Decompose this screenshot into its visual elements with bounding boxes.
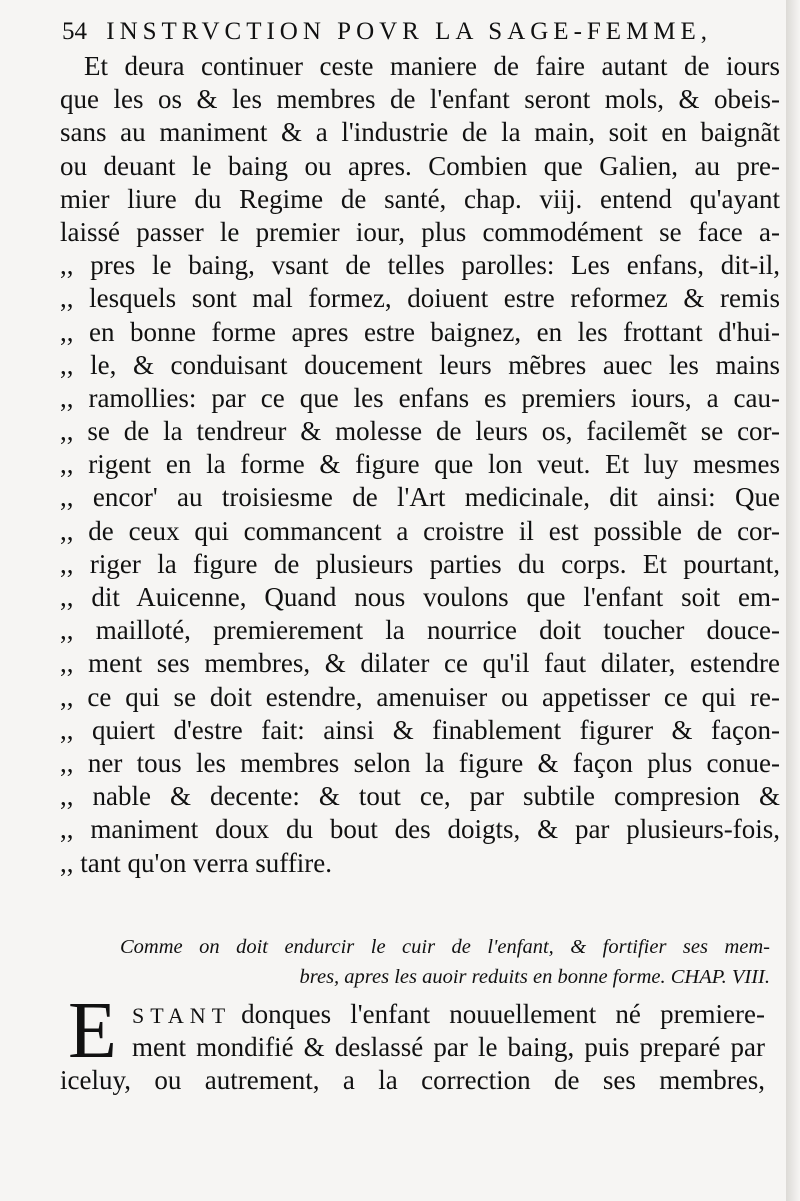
text-line: ,, se de la tendreur & molesse de leurs os, facilemẽt se cor- (60, 416, 780, 447)
page-edge-shadow (786, 0, 800, 1201)
text-line: ,, maniment doux du bout des doigts, & par plusieurs-fois, (60, 814, 780, 845)
chapter-heading-line: bres, apres les auoir reduits en bonne forme. CHAP. VIII. (299, 966, 770, 988)
text-line: ,, riger la figure de plusieurs parties du corps. Et pourtant, (60, 548, 780, 579)
text-line: mier liure du Regime de santé, chap. viij. entend qu'ayant (60, 183, 780, 214)
text-line: ,, ce qui se doit estendre, amenuiser ou appetisser ce qui re- (60, 681, 780, 712)
text-line: ,, ment ses membres, & dilater ce qu'il faut dilater, estendre (60, 648, 780, 679)
text-line: ment mondifié & deslassé par le baing, puis preparé par (132, 1032, 765, 1063)
text-line: ,, nable & decente: & tout ce, par subtile compresion & (60, 781, 780, 812)
text-line: ,, en bonne forme apres estre baignez, en les frottant d'hui- (60, 316, 780, 347)
text-line: ,, rigent en la forme & figure que lon veut. Et luy mesmes (60, 449, 780, 480)
text-line: que les os & les membres de l'enfant seront mols, & obeis- (60, 84, 780, 115)
text-line: iceluy, ou autrement, a la correction de ses membres, (60, 1065, 765, 1096)
text-line: ,, pres le baing, vsant de telles parolles: Les enfans, dit-il, (60, 250, 780, 281)
drop-cap: E (68, 987, 117, 1075)
paragraph-2 (60, 987, 765, 1098)
text-line: ,, ramollies: par ce que les enfans es premiers iours, a cau- (60, 382, 780, 413)
text-line: ou deuant le baing ou apres. Combien que Galien, au pre- (60, 150, 780, 181)
text-line: Et deura continuer ceste maniere de faire autant de iours (84, 51, 780, 81)
chapter-heading-line: Comme on doit endurcir le cuir de l'enfant, & fortifier ses mem- (120, 936, 770, 958)
paragraph-1 (60, 50, 780, 880)
line-text: donques l'enfant nouuellement né premiere- (241, 999, 765, 1029)
text-line: ,, quiert d'estre fait: ainsi & finablement figurer & façon- (60, 714, 780, 745)
chapter-heading (120, 932, 770, 992)
running-title: INSTRVCTION POVR LA SAGE-FEMME, (106, 18, 713, 45)
page-number: 54 (62, 18, 87, 45)
text-line: ,, tant qu'on verra suffire. (60, 847, 333, 878)
text-line (132, 998, 765, 1031)
first-word: STANT (132, 1003, 232, 1028)
text-line: ,, mailloté, premierement la nourrice doit toucher douce- (60, 615, 780, 646)
text-line: ,, le, & conduisant doucement leurs mẽbres auec les mains (60, 349, 780, 380)
text-line: sans au maniment & a l'industrie de la main, soit en baignãt (60, 117, 780, 148)
text-line: laissé passer le premier iour, plus commodément se face a- (60, 216, 780, 247)
text-line: ,, de ceux qui commancent a croistre il est possible de cor- (60, 515, 780, 546)
text-line: ,, dit Auicenne, Quand nous voulons que l'enfant soit em- (60, 582, 780, 612)
text-line: ,, ner tous les membres selon la figure & façon plus conue- (60, 747, 780, 778)
text-line: ,, lesquels sont mal formez, doiuent estre reformez & remis (60, 283, 780, 314)
text-line: ,, encor' au troisiesme de l'Art medicinale, dit ainsi: Que (60, 482, 780, 513)
